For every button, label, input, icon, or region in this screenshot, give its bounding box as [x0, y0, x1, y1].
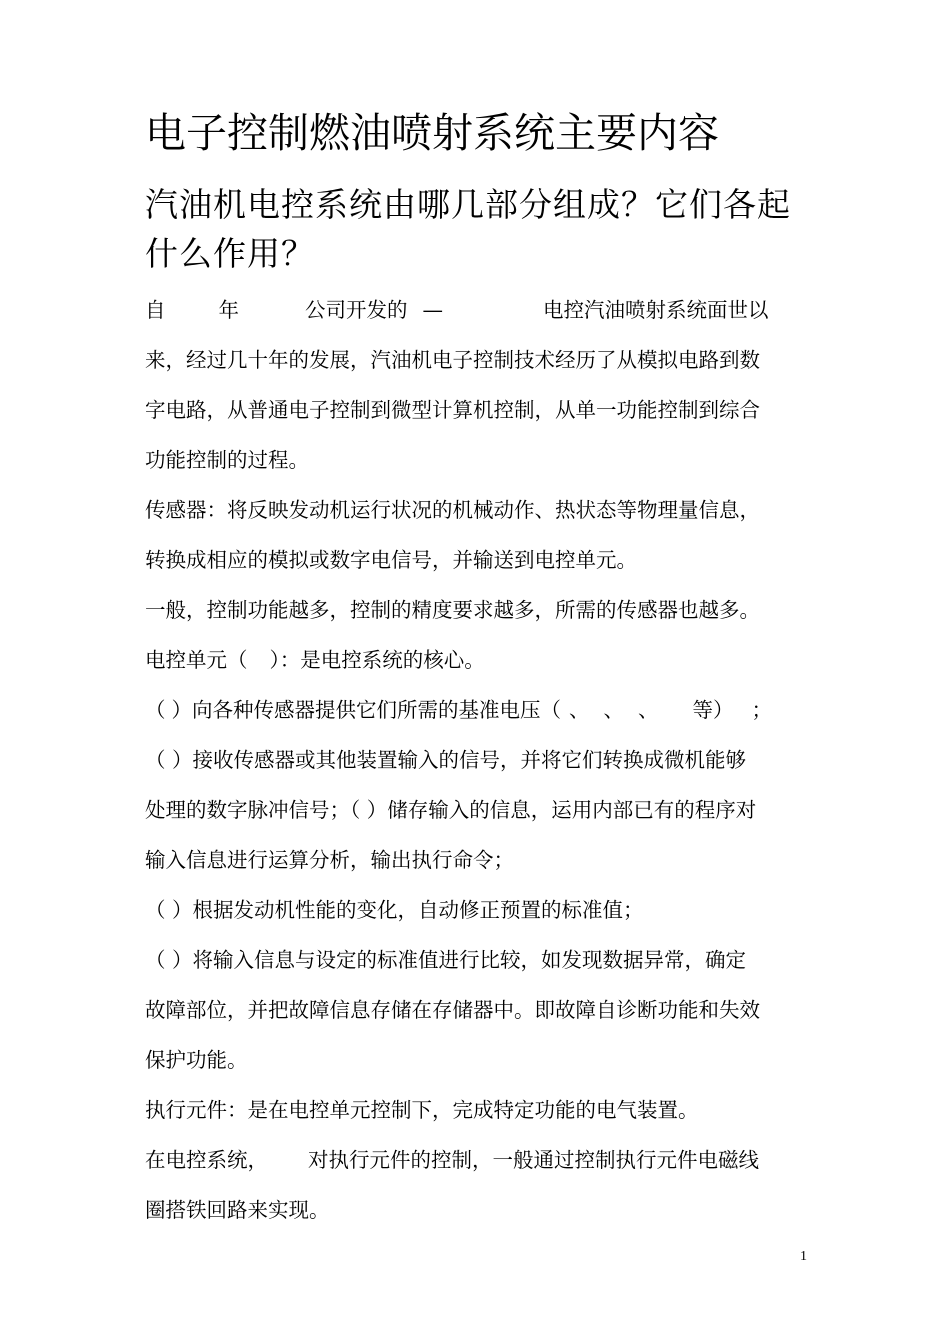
sensor-line-1: 传感器：将反映发动机运行状况的机械动作、热状态等物理量信息，	[145, 498, 760, 522]
ecu-desc: ）：是电控系统的核心。	[269, 648, 485, 672]
control-lead: 在电控系统，	[145, 1148, 268, 1172]
item4-line-3: 保护功能。	[145, 1048, 248, 1072]
item2-line-3: 输入信息进行运算分析，输出执行命令；	[145, 848, 514, 872]
item4-line-1: （ ）将输入信息与设定的标准值进行比较，如发现数据异常，确定	[145, 948, 747, 972]
item1-sep: 、	[603, 698, 624, 722]
item1-line	[145, 695, 772, 725]
control-text: 对执行元件的控制，一般通过控制执行元件电磁线	[308, 1148, 759, 1172]
page-number: 1	[800, 1249, 807, 1264]
item2-line-1: （ ）接收传感器或其他装置输入的信号，并将它们转换成微机能够	[145, 748, 747, 772]
control-line-2: 圈搭铁回路来实现。	[145, 1198, 330, 1222]
item1-text: ）向各种传感器提供它们所需的基准电压（	[171, 698, 561, 722]
item3-line: （ ）根据发动机性能的变化，自动修正预置的标准值；	[145, 898, 644, 922]
ecu-line	[145, 645, 485, 675]
intro-line-3: 字电路，从普通电子控制到微型计算机控制，从单一功能控制到综合	[145, 398, 760, 422]
item2-line-2: 处理的数字脉冲信号；（ ）储存输入的信息，运用内部已有的程序对	[145, 798, 757, 822]
general-line: 一般，控制功能越多，控制的精度要求越多，所需的传感器也越多。	[145, 598, 760, 622]
item1-etc: 等）	[692, 698, 734, 722]
intro-line-4: 功能控制的过程。	[145, 448, 309, 472]
item1-sep: 、	[569, 698, 590, 722]
item1-sep: 、	[638, 698, 659, 722]
intro-word: 公司开发的	[305, 298, 408, 322]
intro-word: 自	[145, 298, 166, 322]
intro-line-2: 来，经过几十年的发展，汽油机电子控制技术经历了从模拟电路到数	[145, 348, 760, 372]
item1-end: ；	[751, 698, 772, 722]
sensor-line-2: 转换成相应的模拟或数字电信号，并输送到电控单元。	[145, 548, 637, 572]
paren-open: （	[145, 698, 166, 722]
actuator-line: 执行元件：是在电控单元控制下，完成特定功能的电气装置。	[145, 1098, 699, 1122]
item4-line-2: 故障部位，并把故障信息存储在存储器中。即故障自诊断功能和失效	[145, 998, 760, 1022]
control-line-1	[145, 1145, 759, 1175]
intro-word: 电控汽油喷射系统面世以	[543, 298, 769, 322]
section-heading: 汽油机电控系统由哪几部分组成？它们各起什么作用？	[145, 185, 791, 273]
intro-word: 年	[218, 298, 239, 322]
intro-line-1	[145, 295, 769, 325]
page-title: 电子控制燃油喷射系统主要内容	[145, 109, 719, 157]
ecu-label: 电控单元（	[145, 648, 248, 672]
intro-word: —	[422, 298, 443, 322]
